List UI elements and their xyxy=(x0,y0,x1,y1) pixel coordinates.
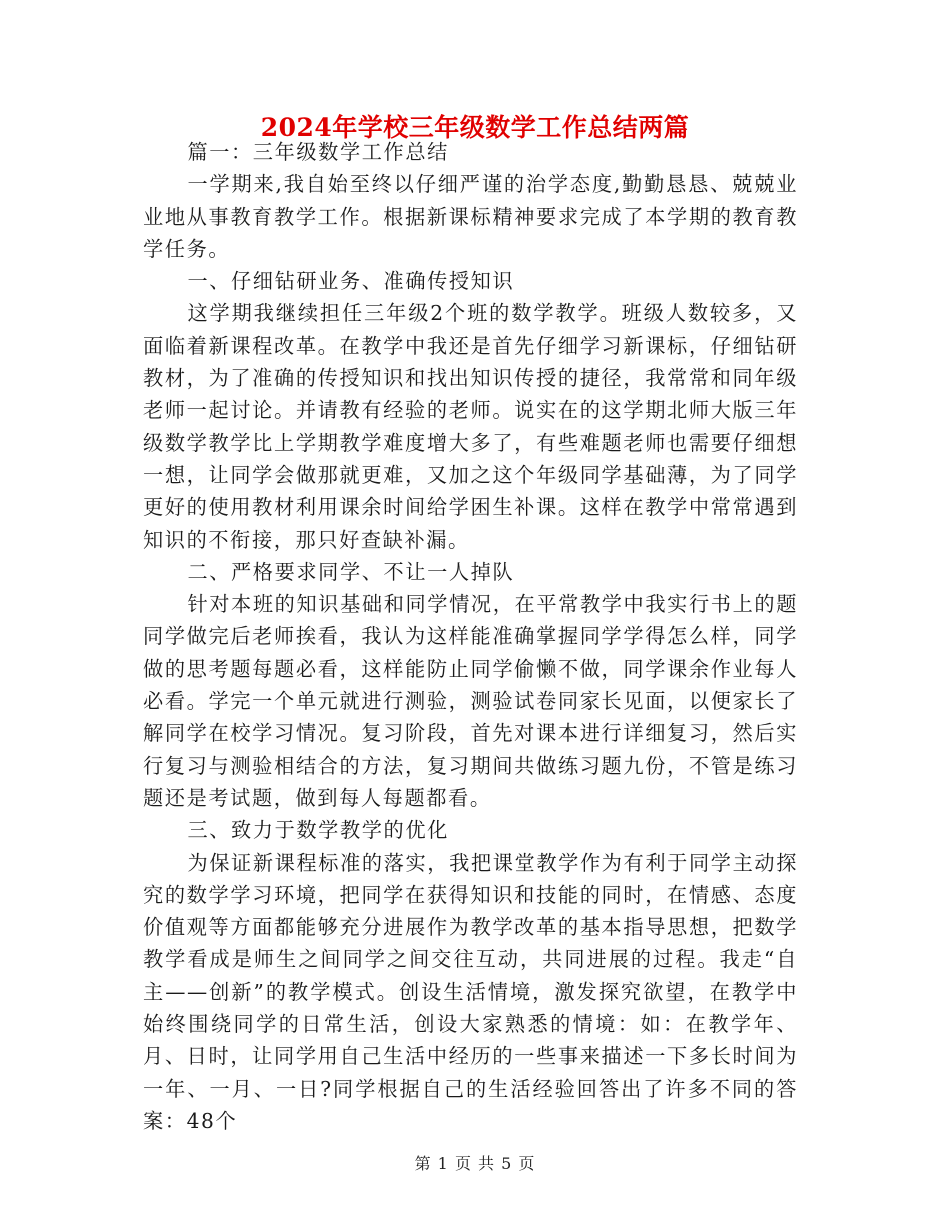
document-title: 2024年学校三年级数学工作总结两篇 xyxy=(260,113,690,142)
paragraph-section-1: 这学期我继续担任三年级2个班的数学教学。班级人数较多，又面临着新课程改革。在教学中我还是首先仔细学习新课标，仔细钻研教材，为了准确的传授知识和找出知识传授的捷径，我常常和同年级老师一起讨论。并请教有经验的老师。说实在的这学期北师大版三年级数学教学比上学期教学难度增大多了，有些难题老师也需要仔细想一想，让同学会做那就更难，又加之这个年级同学基础薄，为了同学更好的使用教材利用课余时间给学困生补课。这样在教学中常常遇到知识的不衔接，那只好查缺补漏。 xyxy=(143,301,798,552)
section-heading-2: 二、严格要求同学、不让一人掉队 xyxy=(187,559,515,584)
document-body xyxy=(143,136,798,1137)
paragraph-section-3: 为保证新课程标准的落实，我把课堂教学作为有利于同学主动探究的数学学习环境，把同学在获得知识和技能的同时，在情感、态度价值观等方面都能够充分进展作为教学改革的基本指导思想，把数学教学看成是师生之间同学之间交往互动，共同进展的过程。我走“自主——创新”的教学模式。创设生活情境，激发探究欲望，在教学中始终围绕同学的日常生活，创设大家熟悉的情境：如：在教学年、月、日时，让同学用自己生活中经历的一些事来描述一下多长时间为一年、一月、一日?同学根据自己的生活经验回答出了许多不同的答案：48个 xyxy=(143,850,798,1133)
paragraph-intro: 一学期来,我自始至终以仔细严谨的治学态度,勤勤恳恳、兢兢业业地从事教育教学工作。根据新课标精神要求完成了本学期的教育教学任务。 xyxy=(143,172,798,261)
page-footer: 第 1 页 共 5 页 xyxy=(414,1154,536,1173)
section-subtitle: 篇一：三年级数学工作总结 xyxy=(187,140,449,164)
paragraph-section-2: 针对本班的知识基础和同学情况，在平常教学中我实行书上的题同学做完后老师挨看，我认为这样能准确掌握同学学得怎么样，同学做的思考题每题必看，这样能防止同学偷懒不做，同学课余作业每人必看。学完一个单元就进行测验，测验试卷同家长见面，以便家长了解同学在校学习情况。复习阶段，首先对课本进行详细复习，然后实行复习与测验相结合的方法，复习期间共做练习题九份，不管是练习题还是考试题，做到每人每题都看。 xyxy=(143,592,798,810)
section-heading-1: 一、仔细钻研业务、准确传授知识 xyxy=(187,269,515,294)
section-heading-3: 三、致力于数学教学的优化 xyxy=(187,818,449,843)
